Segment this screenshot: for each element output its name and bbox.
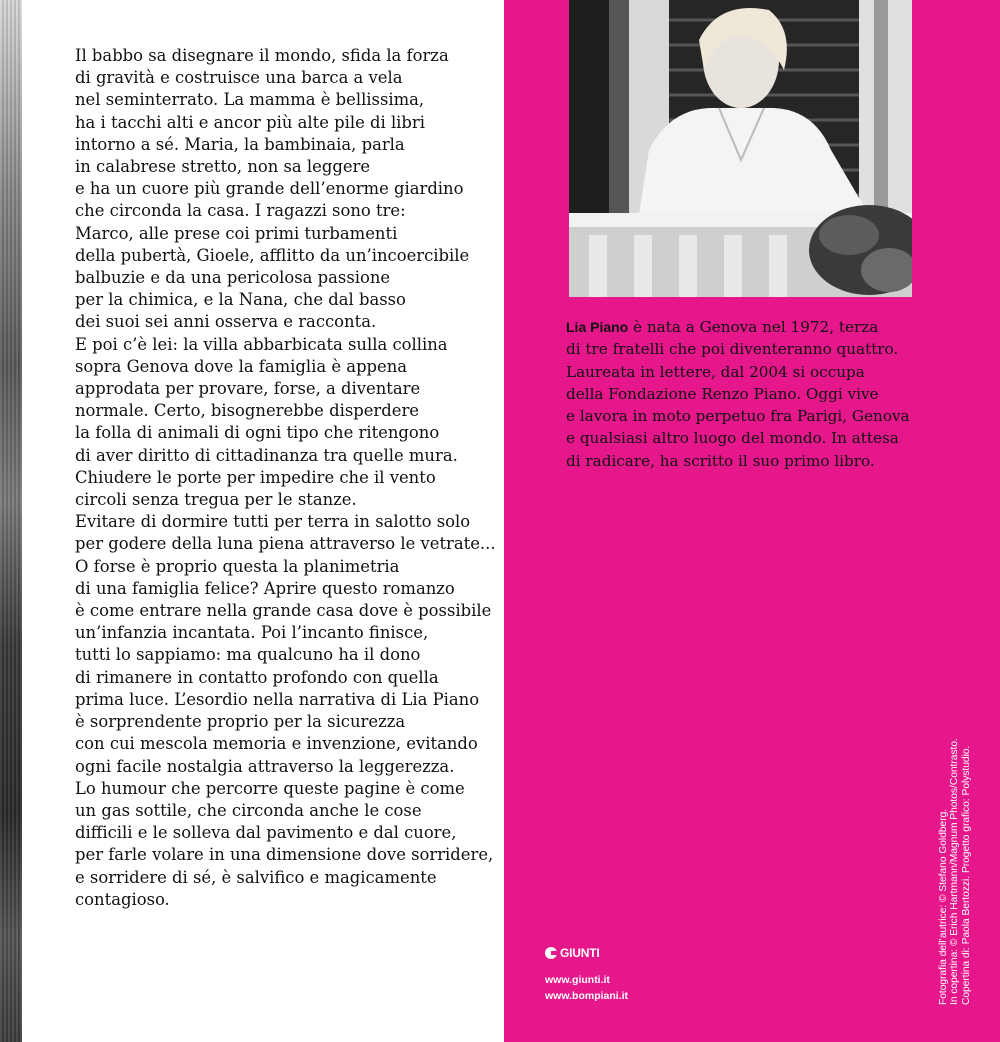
bio-line: e lavora in moto perpetuo fra Parigi, Genova — [566, 407, 910, 426]
synopsis-line: dei suoi sei anni osserva e racconta. — [75, 312, 377, 332]
synopsis-line: per la chimica, e la Nana, che dal basso — [75, 290, 406, 310]
synopsis-line: la folla di animali di ogni tipo che ritengono — [75, 423, 440, 443]
author-name: Lia Piano — [566, 319, 629, 335]
synopsis-line: in calabrese stretto, non sa leggere — [75, 157, 371, 177]
synopsis-line: difficili e le solleva dal pavimento e dal cuore, — [75, 823, 457, 843]
author-bio — [566, 316, 966, 472]
author-photo — [569, 0, 912, 297]
synopsis-line: di rimanere in contatto profondo con quella — [75, 667, 439, 687]
synopsis-line: di gravità e costruisce una barca a vela — [75, 68, 403, 88]
publisher-site-bompiani: www.bompiani.it — [545, 990, 629, 1002]
giunti-logo-icon — [545, 947, 557, 959]
synopsis-line: balbuzie e da una pericolosa passione — [75, 268, 391, 288]
synopsis-line: ogni facile nostalgia attraverso la leggerezza. — [75, 756, 455, 776]
bio-line: e qualsiasi altro luogo del mondo. In attesa — [566, 429, 899, 448]
synopsis-line: prima luce. L’esordio nella narrativa di Lia Piano — [75, 689, 480, 709]
synopsis-text — [75, 45, 496, 911]
credit-author-photo: Fotografia dell’autrice: © Stefano Goldberg. — [938, 808, 949, 1005]
synopsis-line: con cui mescola memoria e invenzione, evitando — [75, 734, 478, 754]
synopsis-line: Chiudere le porte per impedire che il vento — [75, 467, 436, 487]
synopsis-line: intorno a sé. Maria, la bambinaia, parla — [75, 134, 405, 154]
synopsis-line: approdata per provare, forse, a diventare — [75, 379, 421, 399]
synopsis-line: è sorprendente proprio per la sicurezza — [75, 712, 406, 732]
synopsis-line: di una famiglia felice? Aprire questo romanzo — [75, 578, 455, 598]
author-photo-image — [569, 0, 912, 297]
synopsis-line: per godere della luna piena attraverso le vetrate... — [75, 534, 496, 554]
synopsis-line: Marco, alle prese coi primi turbamenti — [75, 223, 398, 243]
synopsis-line: della pubertà, Gioele, afflitto da un’incoercibile — [75, 245, 470, 265]
synopsis-line: O forse è proprio questa la planimetria — [75, 556, 400, 576]
bio-first-line — [566, 316, 966, 338]
synopsis-line: un’infanzia incantata. Poi l’incanto finisce, — [75, 623, 429, 643]
publisher-block — [545, 946, 628, 1004]
credit-cover: In copertina: © Erich Hartmann/Magnum Photos/Contrasto. — [949, 738, 961, 1005]
synopsis-line: di aver diritto di cittadinanza tra quelle mura. — [75, 445, 458, 465]
bio-first-line-text: è nata a Genova nel 1972, terza — [628, 318, 879, 336]
bio-line: della Fondazione Renzo Piano. Oggi vive — [566, 384, 879, 403]
publisher-site-giunti: www.giunti.it — [545, 974, 610, 986]
image-credits — [938, 738, 972, 1005]
synopsis-line: per farle volare in una dimensione dove sorridere, — [75, 845, 494, 865]
synopsis-line: Lo humour che percorre queste pagine è come — [75, 778, 465, 798]
synopsis-line: normale. Certo, bisognerebbe disperdere — [75, 401, 419, 421]
publisher-logo — [545, 946, 628, 960]
credit-design: Copertina di: Paola Bertozzi. Progetto grafico: Polystudio. — [960, 745, 972, 1005]
bio-line: di tre fratelli che poi diventeranno quattro. — [566, 340, 899, 359]
synopsis-line: un gas sottile, che circonda anche le cose — [75, 800, 422, 820]
synopsis-line: Il babbo sa disegnare il mondo, sfida la forza — [75, 46, 449, 65]
synopsis-line: che circonda la casa. I ragazzi sono tre: — [75, 201, 406, 221]
synopsis-line: tutti lo sappiamo: ma qualcuno ha il dono — [75, 645, 421, 665]
synopsis-line: è come entrare nella grande casa dove è possibile — [75, 601, 492, 621]
publisher-sites — [545, 972, 628, 1004]
synopsis-line: e sorridere di sé, è salvifico e magicamente — [75, 867, 437, 887]
synopsis-line: ha i tacchi alti e ancor più alte pile di libri — [75, 112, 425, 132]
synopsis-line: circoli senza tregua per le stanze. — [75, 490, 357, 510]
synopsis-line: E poi c’è lei: la villa abbarbicata sulla collina — [75, 334, 448, 354]
synopsis-line: sopra Genova dove la famiglia è appena — [75, 356, 408, 376]
cover-photo-edge — [0, 0, 22, 1042]
publisher-logo-text: GIUNTI — [560, 946, 600, 960]
synopsis-line: nel seminterrato. La mamma è bellissima, — [75, 90, 425, 110]
synopsis-line: e ha un cuore più grande dell’enorme giardino — [75, 179, 464, 199]
synopsis-line: contagioso. — [75, 889, 170, 909]
synopsis-line: Evitare di dormire tutti per terra in salotto solo — [75, 512, 471, 532]
bio-line: Laureata in lettere, dal 2004 si occupa — [566, 362, 865, 381]
bio-line: di radicare, ha scritto il suo primo libro. — [566, 451, 875, 470]
